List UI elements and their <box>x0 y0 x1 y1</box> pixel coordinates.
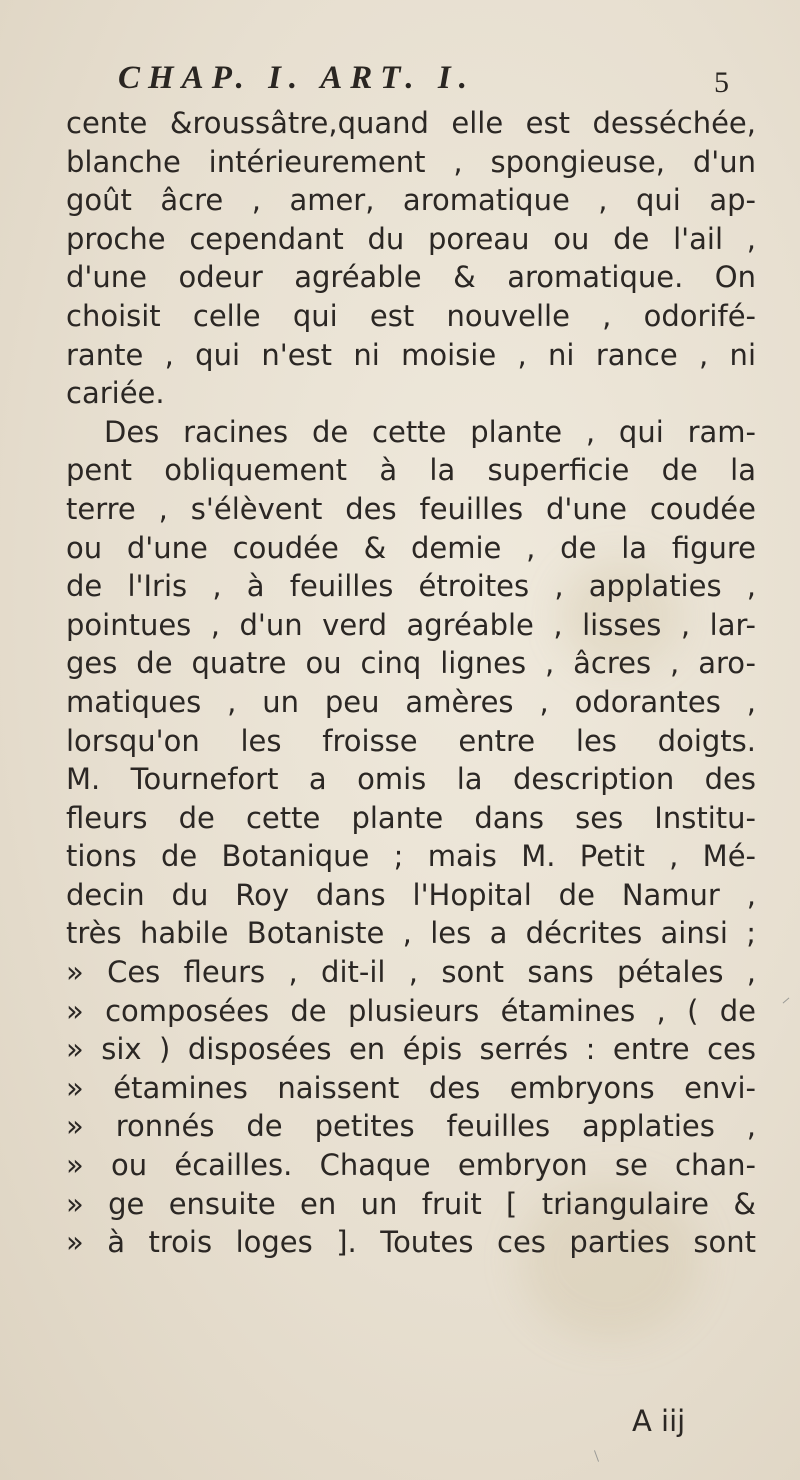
text-line: » six ) disposées en épis serrés : entre ces <box>66 1032 756 1067</box>
text-line: » ou écailles. Chaque embryon se chan- <box>66 1148 756 1183</box>
text-line: » composées de plusieurs étamines , ( de <box>66 993 756 1028</box>
text-line: d'une odeur agréable & aromatique. On <box>66 260 756 295</box>
text-line: » ronnés de petites feuilles applaties , <box>66 1109 756 1144</box>
text-line: cente &roussâtre,quand elle est desséchée, <box>66 106 756 140</box>
text-line: cariée. <box>66 376 165 411</box>
text-line: blanche intérieurement , spongieuse, d'un <box>66 144 756 179</box>
text-line: decin du Roy dans l'Hopital de Namur , <box>66 877 756 912</box>
text-line: ou d'une coudée & demie , de la figure <box>66 530 756 565</box>
text-line: » ge ensuite en un fruit [ triangulaire & <box>66 1186 756 1221</box>
text-line: très habile Botaniste , les a décrites ainsi ; <box>66 916 756 951</box>
text-line: ges de quatre ou cinq lignes , âcres , aro- <box>66 646 756 681</box>
text-line: de l'Iris , à feuilles étroites , applaties , <box>66 569 756 604</box>
text-line: pent obliquement à la superficie de la <box>66 453 756 488</box>
text-line: fleurs de cette plante dans ses Institu- <box>66 800 756 835</box>
text-line: pointues , d'un verd agréable , lisses , lar- <box>66 607 756 642</box>
text-line: » étamines naissent des embryons envi- <box>66 1070 756 1105</box>
text-line: proche cependant du poreau ou de l'ail , <box>66 221 756 256</box>
text-line: tions de Botanique ; mais M. Petit , Mé- <box>66 839 756 874</box>
text-line: rante , qui n'est ni moisie , ni rance , ni <box>66 337 756 372</box>
text-line: Des racines de cette plante , qui ram- <box>104 414 756 449</box>
pencil-mark <box>783 998 790 1004</box>
signature-mark: A iij <box>632 1404 686 1438</box>
running-head: CHAP. I. ART. I. <box>118 60 475 96</box>
text-line: terre , s'élèvent des feuilles d'une coudée <box>66 491 756 526</box>
text-line: » à trois loges ]. Toutes ces parties sont <box>66 1225 756 1260</box>
page-number: 5 <box>714 66 729 99</box>
text-line: goût âcre , amer, aromatique , qui ap- <box>66 183 756 218</box>
text-line: choisit celle qui est nouvelle , odorifé- <box>66 298 756 333</box>
text-line: » Ces fleurs , dit-il , sont sans pétales , <box>66 955 756 990</box>
pencil-mark <box>594 1450 599 1462</box>
body-text <box>66 104 756 1262</box>
text-line: matiques , un peu amères , odorantes , <box>66 684 756 719</box>
text-line: M. Tournefort a omis la description des <box>66 762 756 797</box>
text-line: lorsqu'on les froisse entre les doigts. <box>66 723 756 758</box>
